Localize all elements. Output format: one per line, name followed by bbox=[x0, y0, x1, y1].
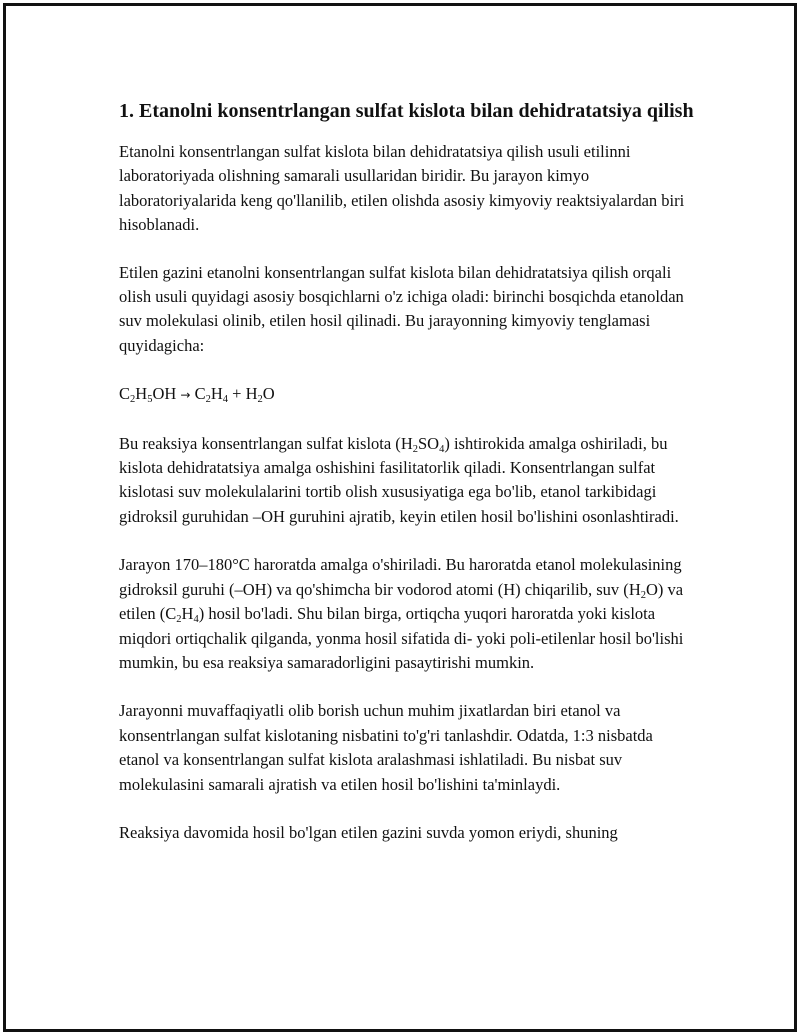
formula-water-inline: $H_2O$ bbox=[628, 579, 658, 601]
formula-ethylene-inline: $C_2H_4$ bbox=[165, 604, 199, 626]
paragraph-process-steps: Etilen gazini etanolni konsentrlangan sulfat kislota bilan dehidratatsiya qilish orqali olish usuli quyidagi asosiy bosqichlarni o'z ichiga oladi: birinchi bosqichda etanoldan suv molekulasi olinib, etilen hosil qilinadi. Bu jarayonning kimyoviy tenglamasi quyidagicha: bbox=[119, 262, 684, 355]
document-page bbox=[3, 3, 797, 1032]
document-content bbox=[119, 97, 694, 845]
paragraph-intro: Etanolni konsentrlangan sulfat kislota bilan dehidratatsiya qilish usuli etilinni laboratoriyada olishning samarali usullaridan biridir. Bu jarayon kimyo laboratoriyalarida keng qo'llanilib, etilen olishda asosiy kimyoviy reaktsiyalardan biri hisoblanadi. bbox=[119, 142, 685, 235]
formula-ethylene: $C_2H_4$ bbox=[194, 384, 229, 406]
paragraph-gas-collection: Reaksiya davomida hosil bo'lgan etilen gazini suvda yomon eriydi, shuning bbox=[119, 822, 618, 842]
paragraph-sulfuric-acid-role: Bu reaksiya konsentrlangan sulfat kislota $(H_2SO_4)$ ishtirokida amalga oshiriladi, bu kislota dehidratatsiya amalga oshishini fasilitatorlik qiladi. Konsentrlangan sulfat kislotasi suv molekulalarini tortib olish xususiyatiga ega bo'lib, etanol tarkibidagi gidroksil guruhidan –OH guruhini ajratib, keyin etilen hosil bo'lishini osonlashtiradi. bbox=[119, 433, 679, 526]
formula-ethanol: $C_2H_5OH$ bbox=[119, 384, 177, 406]
plus-sign: + bbox=[232, 384, 242, 404]
reaction-arrow-icon: → bbox=[180, 388, 191, 403]
formula-sulfuric-acid: $H_2SO_4$ bbox=[400, 433, 445, 455]
section-heading: 1. Etanolni konsentrlangan sulfat kislota bilan dehidratatsiya qilish bbox=[119, 100, 694, 122]
paragraph-temperature: Jarayon 170–180°C haroratda amalga o'shiriladi. Bu haroratda etanol molekulasining gidroksil guruhi (–OH) va qo'shimcha bir vodorod atomi (H) chiqarilib, suv $(H_2O)$ va etilen $(C_2H_4)$ hosil bo'ladi. Shu bilan birga, ortiqcha yuqori haroratda yoki kislota miqdori ortiqchalik qilganda, yonma hosil sifatida di- yoki poli-etilenlar hosil bo'lishi mumkin, bu esa reaksiya samaradorligini pasaytirishi mumkin. bbox=[119, 555, 684, 672]
paragraph-ratio: Jarayonni muvaffaqiyatli olib borish uchun muhim jixatlardan biri etanol va konsentrlangan sulfat kislotaning nisbatini to'g'ri tanlashdir. Odatda, 1:3 nisbatda etanol va konsentrlangan sulfat kislota aralashmasi ishlatiladi. Bu nisbat suv molekulasini samarali ajratish va etilen hosil bo'lishini ta'minlaydi. bbox=[119, 701, 653, 794]
chemical-equation bbox=[119, 382, 694, 407]
formula-water: $H_2O$ bbox=[245, 384, 275, 406]
